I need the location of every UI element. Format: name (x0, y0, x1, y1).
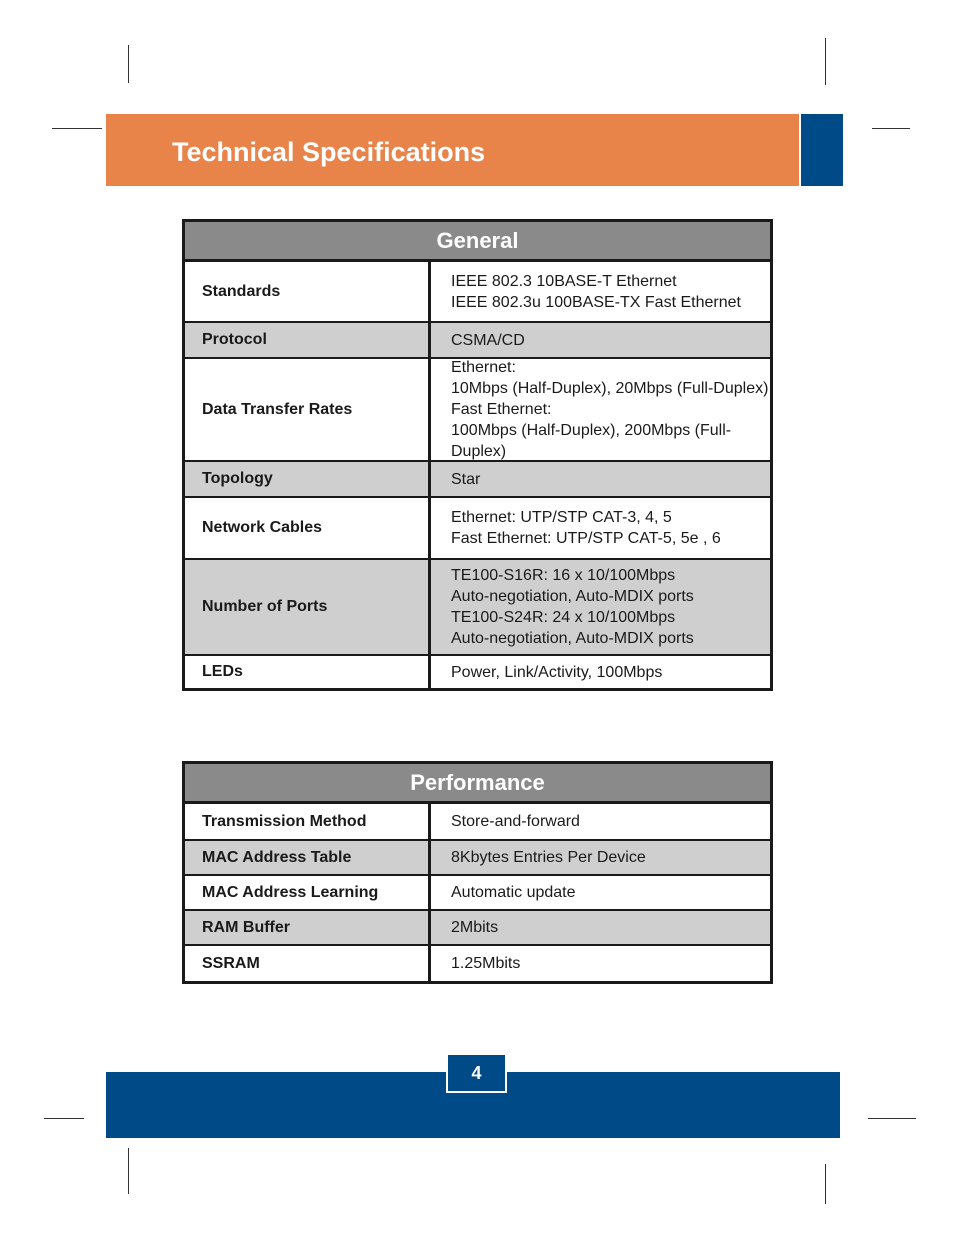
value-line: 8Kbytes Entries Per Device (451, 849, 646, 866)
table-row (185, 656, 770, 688)
value-line: Fast Ethernet: (451, 401, 552, 418)
crop-mark (128, 1148, 129, 1194)
row-label: Transmission Method (185, 804, 431, 839)
value-line: Automatic update (451, 884, 576, 901)
crop-mark (825, 38, 826, 85)
value-line: 10Mbps (Half-Duplex), 20Mbps (Full-Duplex) (451, 380, 769, 397)
table-row (185, 876, 770, 911)
table-row (185, 560, 770, 656)
row-label: Protocol (185, 323, 431, 357)
crop-mark (44, 1118, 84, 1119)
row-label: RAM Buffer (185, 911, 431, 944)
value-line: Ethernet: UTP/STP CAT-3, 4, 5 (451, 509, 672, 526)
row-value (431, 841, 770, 874)
value-line: IEEE 802.3 10BASE-T Ethernet (451, 272, 677, 290)
row-value (431, 656, 770, 688)
value-line: TE100-S16R: 16 x 10/100Mbps (451, 567, 676, 584)
table-row (185, 262, 770, 323)
performance-spec-table (182, 761, 773, 984)
row-value (431, 804, 770, 839)
table-row (185, 323, 770, 359)
table-row (185, 911, 770, 946)
crop-mark (52, 128, 102, 129)
value-line: 1.25Mbits (451, 955, 521, 972)
table-heading: General (185, 222, 770, 262)
table-row (185, 462, 770, 498)
row-value (431, 876, 770, 909)
row-value (431, 911, 770, 944)
row-value (431, 323, 770, 357)
value-line: Auto-negotiation, Auto-MDIX ports (451, 588, 694, 605)
row-value (431, 262, 770, 321)
value-line: TE100-S24R: 24 x 10/100Mbps (451, 609, 676, 626)
row-label: MAC Address Table (185, 841, 431, 874)
page-number: 4 (446, 1053, 507, 1093)
crop-mark (128, 45, 129, 83)
general-spec-table (182, 219, 773, 691)
table-row (185, 841, 770, 876)
row-value (431, 359, 770, 460)
value-line: Auto-negotiation, Auto-MDIX ports (451, 630, 694, 647)
table-row (185, 946, 770, 981)
value-line: IEEE 802.3u 100BASE-TX Fast Ethernet (451, 293, 741, 311)
row-label: Standards (185, 262, 431, 321)
table-heading: Performance (185, 764, 770, 804)
row-value (431, 498, 770, 558)
crop-mark (868, 1118, 916, 1119)
value-line: 100Mbps (Half-Duplex), 200Mbps (Full-Duplex) (451, 422, 732, 460)
table-row (185, 804, 770, 841)
value-line: Ethernet: (451, 359, 516, 376)
value-line: Power, Link/Activity, 100Mbps (451, 663, 663, 681)
row-value (431, 560, 770, 654)
row-label: Number of Ports (185, 560, 431, 654)
value-line: 2Mbits (451, 919, 499, 936)
row-label: MAC Address Learning (185, 876, 431, 909)
row-label: Topology (185, 462, 431, 496)
value-line: CSMA/CD (451, 331, 525, 349)
header-accent-block (801, 114, 843, 186)
row-label: Data Transfer Rates (185, 359, 431, 460)
crop-mark (872, 128, 910, 129)
row-value (431, 462, 770, 496)
table-row (185, 359, 770, 462)
page-title: Technical Specifications (172, 137, 486, 167)
row-label: LEDs (185, 656, 431, 688)
row-label: SSRAM (185, 946, 431, 981)
table-row (185, 498, 770, 560)
crop-mark (825, 1164, 826, 1204)
value-line: Star (451, 470, 481, 488)
value-line: Fast Ethernet: UTP/STP CAT-5, 5e , 6 (451, 530, 721, 547)
row-label: Network Cables (185, 498, 431, 558)
row-value (431, 946, 770, 981)
value-line: Store-and-forward (451, 813, 580, 830)
